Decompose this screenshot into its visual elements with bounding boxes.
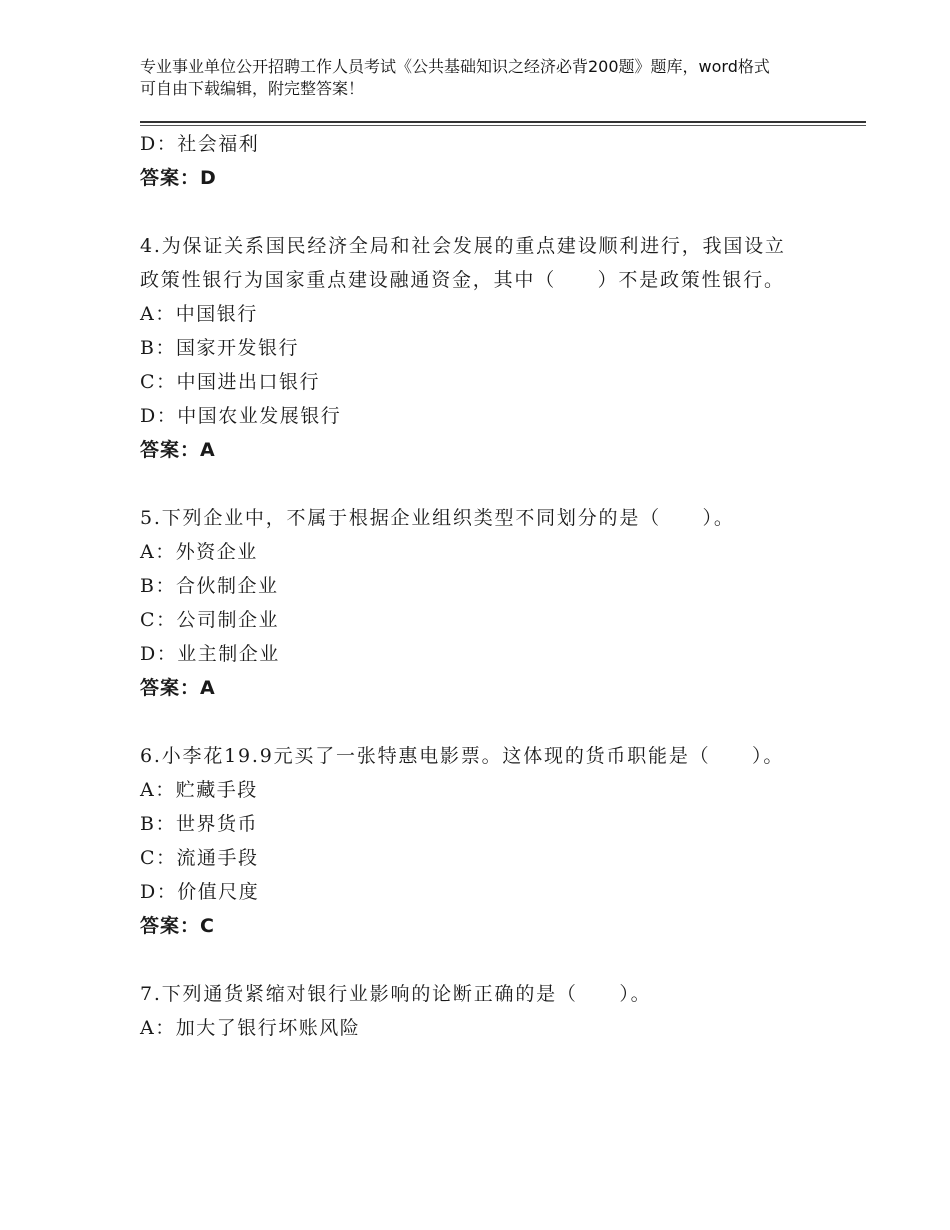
answer: 答案：A: [140, 677, 216, 699]
option-b: B：国家开发银行: [140, 337, 299, 359]
question-3: [140, 127, 800, 195]
option-c: C：中国进出口银行: [140, 371, 321, 393]
option-d: D：社会福利: [140, 133, 260, 155]
answer: 答案：A: [140, 439, 216, 461]
question-text: 7.下列通货紧缩对银行业影响的论断正确的是（ ）。: [140, 983, 652, 1005]
option-d: D：中国农业发展银行: [140, 405, 342, 427]
option-b: B：合伙制企业: [140, 575, 279, 597]
document-header: [140, 56, 780, 100]
document-body: [140, 127, 800, 1045]
document-title: 专业事业单位公开招聘工作人员考试《公共基础知识之经济必背200题》题库，word格式可自由下载编辑，附完整答案！: [140, 57, 770, 98]
option-a: A：加大了银行坏账风险: [140, 1017, 361, 1039]
option-b: B：世界货币: [140, 813, 258, 835]
option-a: A：中国银行: [140, 303, 258, 325]
answer: 答案：D: [140, 167, 217, 189]
option-d: D：业主制企业: [140, 643, 280, 665]
option-c: C：公司制企业: [140, 609, 280, 631]
question-text: 6.小李花19.9元买了一张特惠电影票。这体现的货币职能是（ ）。: [140, 745, 785, 767]
question-5: [140, 501, 800, 705]
option-c: C：流通手段: [140, 847, 259, 869]
question-6: [140, 739, 800, 943]
header-divider-thin: [140, 125, 866, 126]
answer: 答案：C: [140, 915, 215, 937]
option-a: A：贮藏手段: [140, 779, 258, 801]
question-text: 4.为保证关系国民经济全局和社会发展的重点建设顺利进行，我国设立政策性银行为国家重点建设融通资金，其中（ ）不是政策性银行。: [140, 235, 786, 291]
question-4: [140, 229, 800, 467]
question-text: 5.下列企业中，不属于根据企业组织类型不同划分的是（ ）。: [140, 507, 735, 529]
option-d: D：价值尺度: [140, 881, 260, 903]
question-7: [140, 977, 800, 1045]
header-divider: [140, 121, 866, 123]
option-a: A：外资企业: [140, 541, 258, 563]
